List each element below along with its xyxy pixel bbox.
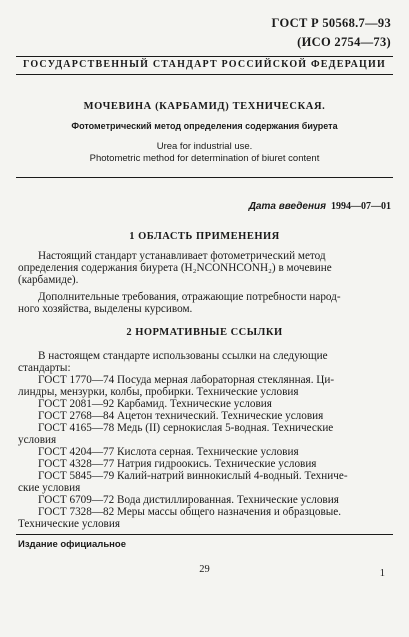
reference-line: линдры, мензурки, колбы, пробирки. Технические условия bbox=[18, 386, 299, 398]
sheet-number: 1 bbox=[379, 568, 385, 579]
effective-date-label: Дата введения bbox=[248, 201, 326, 212]
english-title-line-1: Urea for industrial use. bbox=[156, 141, 253, 152]
document-subtitle: Фотометрический метод определения содержания биурета bbox=[71, 121, 338, 131]
reference-line: ГОСТ 4165—78 Медь (II) сернокислая 5-водная. Технические bbox=[38, 422, 334, 434]
english-title-line-2: Photometric method for determination of biuret content bbox=[89, 153, 320, 164]
edition-label: Издание официальное bbox=[18, 539, 126, 550]
header-rule-top bbox=[16, 56, 393, 57]
standard-number: ГОСТ Р 50568.7—93 bbox=[271, 16, 391, 30]
page-number: 29 bbox=[199, 564, 210, 575]
reference-line: ГОСТ 6709—72 Вода дистиллированная. Технические условия bbox=[38, 494, 339, 506]
title-rule bbox=[16, 177, 393, 178]
scope-line: Дополнительные требования, отражающие потребности народ- bbox=[38, 291, 341, 303]
effective-date bbox=[249, 201, 391, 212]
scope-line: (карбамиде). bbox=[18, 274, 79, 286]
organization-banner: ГОСУДАРСТВЕННЫЙ СТАНДАРТ РОССИЙСКОЙ ФЕДЕРАЦИИ bbox=[23, 59, 386, 70]
reference-line: стандарты: bbox=[18, 362, 71, 374]
reference-line: ГОСТ 7328—82 Меры массы общего назначения и образцовые. bbox=[38, 506, 342, 518]
reference-line: ГОСТ 4204—77 Кислота серная. Технические условия bbox=[38, 446, 299, 458]
scope-line: определения содержания биурета (H₂NCONHCONH₂) в мочевине bbox=[18, 262, 332, 274]
document-title: МОЧЕВИНА (КАРБАМИД) ТЕХНИЧЕСКАЯ. bbox=[83, 101, 326, 112]
reference-line: ГОСТ 2081—92 Карбамид. Технические условия bbox=[38, 398, 272, 410]
reference-line: ГОСТ 4328—77 Натрия гидроокись. Технические условия bbox=[38, 458, 317, 470]
reference-line: Технические условия bbox=[18, 518, 120, 530]
section-heading-scope: 1 ОБЛАСТЬ ПРИМЕНЕНИЯ bbox=[129, 231, 280, 242]
reference-line: ГОСТ 5845—79 Калий-натрий виннокислый 4-водный. Техниче- bbox=[38, 470, 348, 482]
footer-rule bbox=[16, 534, 393, 535]
iso-reference: (ИСО 2754—73) bbox=[297, 35, 391, 49]
section-heading-references: 2 НОРМАТИВНЫЕ ССЫЛКИ bbox=[126, 327, 283, 338]
header-rule-bottom bbox=[16, 74, 393, 75]
reference-line: В настоящем стандарте использованы ссылки на следующие bbox=[38, 350, 328, 362]
reference-line: ГОСТ 1770—74 Посуда мерная лабораторная стеклянная. Ци- bbox=[38, 374, 335, 386]
effective-date-value: 1994—07—01 bbox=[331, 201, 391, 212]
reference-line: ГОСТ 2768—84 Ацетон технический. Технические условия bbox=[38, 410, 324, 422]
scope-line: ного хозяйства, выделены курсивом. bbox=[18, 303, 193, 315]
scope-line: Настоящий стандарт устанавливает фотометрический метод bbox=[38, 250, 326, 262]
reference-line: условия bbox=[18, 434, 57, 446]
reference-line: ские условия bbox=[18, 482, 81, 494]
